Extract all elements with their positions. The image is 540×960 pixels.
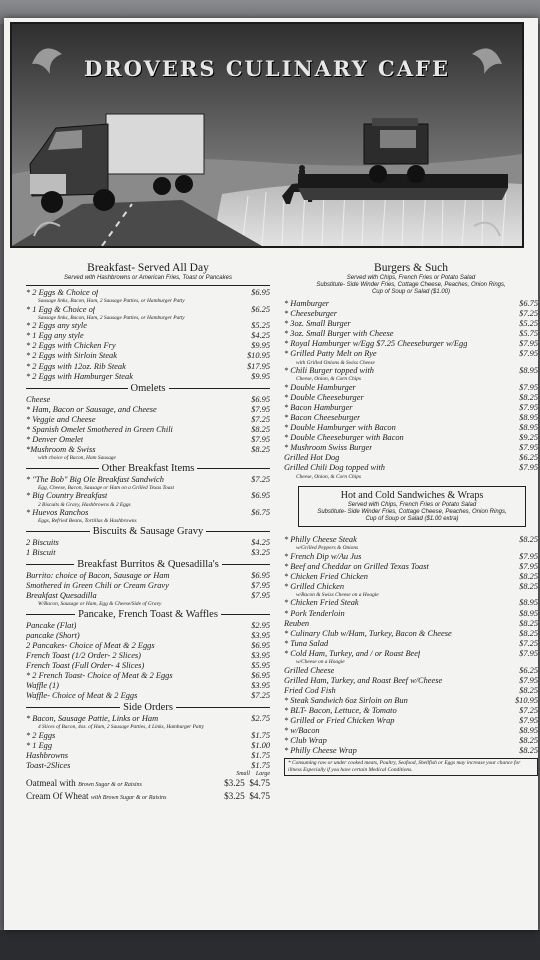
menu-item — [284, 329, 538, 339]
menu-item-name: * Double Cheeseburger with Bacon — [284, 433, 404, 443]
menu-item-price: $10.95 — [246, 351, 270, 361]
biscuits-heading: Biscuits & Sausage Gravy — [26, 525, 270, 538]
menu-item-name: * Royal Hamburger w/Egg $7.25 Cheeseburger w/Egg — [284, 339, 468, 349]
menu-item-price: $6.95 — [251, 288, 270, 297]
menu-item-price: $7.95 — [519, 349, 538, 359]
pancakes-list — [26, 621, 270, 702]
menu-item-name: * w/Bacon — [284, 726, 320, 736]
menu-item-price: $8.25 — [519, 581, 538, 591]
menu-item — [284, 393, 538, 403]
menu-item-price: $2.75 — [251, 714, 270, 724]
menu-item-price: $8.95 — [519, 726, 538, 736]
menu-item — [26, 591, 270, 601]
menu-item-price: $8.95 — [519, 412, 538, 422]
menu-item-name: * 1 Egg & Choice of — [26, 304, 96, 314]
menu-item — [284, 716, 538, 726]
menu-item-price: $8.25 — [251, 445, 270, 455]
menu-item-price: $9.95 — [251, 371, 270, 381]
menu-item-name: * Philly Cheese Steak — [284, 535, 357, 544]
menu-item — [26, 651, 270, 661]
menu-item — [26, 372, 270, 382]
menu-item-price: $7.25 — [251, 414, 270, 424]
menu-item-price: $3.95 — [251, 650, 270, 660]
menu-item — [284, 423, 538, 433]
menu-item-price: $8.25 — [519, 571, 538, 581]
menu-item — [26, 671, 270, 681]
menu-item — [284, 552, 538, 562]
burgers-subtitle-3: Cup of Soup or Salad ($1.00) — [371, 289, 451, 295]
menu-item-name: Toast-2Slices — [26, 761, 71, 771]
menu-item-price: $6.25 — [519, 453, 538, 463]
menu-item-name: * Huevos Ranchos — [26, 508, 89, 517]
menu-item — [284, 535, 538, 545]
menu-item-name: * "The Bob" Big Ole Breakfast Sandwich — [26, 474, 164, 484]
menu-item-name: * Ham, Bacon or Sausage, and Cheese — [26, 404, 157, 414]
cereal-item — [26, 778, 270, 791]
menu-item-price: $8.25 — [251, 425, 270, 435]
menu-item — [284, 676, 538, 686]
breakfast-list — [26, 288, 270, 382]
menu-item-price: $8.95 — [519, 366, 538, 376]
menu-item-price: $6.95 — [251, 570, 270, 580]
menu-item-name: * Denver Omelet — [26, 435, 84, 445]
cereal-item — [26, 791, 270, 804]
menu-item-name: * Cold Ham, Turkey, and / or Roast Beef — [284, 648, 421, 658]
breakfast-subtitle: Served with Hashbrowns or American Fries, Toast or Pancakes — [64, 275, 232, 281]
menu-item — [26, 305, 270, 315]
menu-item — [284, 366, 538, 376]
menu-item-name: * Double Cheeseburger — [284, 392, 364, 402]
menu-item — [284, 463, 538, 473]
menu-item — [284, 619, 538, 629]
menu-item-price: $7.95 — [251, 435, 270, 445]
menu-item-price: $5.75 — [519, 329, 538, 339]
sandwiches-subtitle-1: Served with Chips, French Fries or Potato Salad — [347, 502, 477, 508]
menu-item — [284, 413, 538, 423]
menu-item-name: * Grilled Chicken — [284, 581, 345, 591]
menu-item-name: * 1 Egg — [26, 741, 53, 750]
menu-item — [284, 309, 538, 319]
item-description: Sausage links, Bacon, Ham, 2 Sausage Patties, or Hamburger Patty — [38, 314, 185, 321]
breakfast-title: Breakfast- Served All Day — [87, 262, 209, 274]
menu-item — [26, 288, 270, 298]
sandwiches-title: Hot and Cold Sandwiches & Wraps — [340, 490, 484, 501]
menu-item-price: $17.95 — [246, 361, 270, 371]
menu-item-name: * French Dip w/Au Jus — [284, 551, 362, 561]
menu-item — [26, 571, 270, 581]
menu-item-name: Pancake (Flat) — [26, 620, 77, 630]
menu-item-price: $1.75 — [251, 751, 270, 761]
menu-item-name: 2 Pancakes- Choice of Meat & 2 Eggs — [26, 640, 155, 650]
menu-item — [26, 341, 270, 351]
menu-item-name: Reuben — [284, 618, 310, 628]
item-description: with choice of Bacon, Ham Sausage — [38, 455, 116, 462]
menu-item — [284, 349, 538, 359]
menu-item — [284, 572, 538, 582]
menu-item — [284, 403, 538, 413]
other-breakfast-heading: Other Breakfast Items — [26, 462, 270, 475]
item-description: 2 Biscuits & Gravy, Hashbrowns & 2 Eggs — [38, 501, 131, 508]
menu-item — [284, 666, 538, 676]
menu-item-price: $5.95 — [251, 660, 270, 670]
cereal-small-price: $3.25 — [224, 791, 245, 802]
menu-item — [284, 639, 538, 649]
cereal-list — [26, 778, 270, 804]
pancakes-heading: Pancake, French Toast & Waffles — [26, 608, 270, 621]
menu-item — [284, 299, 538, 309]
menu-item — [284, 433, 538, 443]
menu-item — [26, 741, 270, 751]
omelets-heading: Omelets — [26, 382, 270, 395]
menu-item-name: * BLT- Bacon, Lettuce, & Tomato — [284, 705, 397, 715]
menu-item-price: $9.95 — [251, 341, 270, 351]
menu-item-price: $7.95 — [519, 561, 538, 571]
menu-item-name: * Chili Burger topped with — [284, 366, 374, 376]
burgers-list — [284, 299, 538, 480]
menu-item-name: 1 Biscuit — [26, 547, 56, 557]
menu-item-name: Fried Cod Fish — [284, 685, 336, 695]
other-breakfast-list — [26, 475, 270, 525]
menu-item-price: $4.25 — [251, 331, 270, 341]
menu-item-price: $1.75 — [251, 761, 270, 771]
menu-item-name: * Bacon Hamburger — [284, 402, 353, 412]
menu-banner — [10, 22, 524, 248]
menu-item-name: * Steak Sandwich 6oz Sirloin on Bun — [284, 695, 408, 705]
sandwiches-subtitle-3: Cup of Soup or Salad ($1.00 extra) — [365, 516, 459, 522]
menu-item-price: $6.95 — [251, 394, 270, 404]
menu-item — [284, 339, 538, 349]
menu-item — [284, 649, 538, 659]
menu-item-price: $6.75 — [519, 299, 538, 308]
menu-item-price: $7.25 — [251, 691, 270, 701]
menu-item — [26, 395, 270, 405]
menu-item — [284, 598, 538, 608]
sandwiches-list — [284, 535, 538, 756]
menu-item-name: * Spanish Omelet Smothered in Green Chili — [26, 425, 173, 435]
menu-item-price: $3.95 — [251, 630, 270, 640]
menu-item-price: $7.25 — [519, 705, 538, 715]
menu-item-name: * 2 Eggs with 12oz. Rib Steak — [26, 361, 126, 371]
burritos-heading: Breakfast Burritos & Quesadilla's — [26, 558, 270, 571]
menu-item-price: $10.95 — [514, 695, 538, 705]
menu-item-name: Cheese — [26, 394, 51, 404]
menu-item — [26, 362, 270, 372]
menu-item — [284, 609, 538, 619]
menu-item-name: * Grilled Patty Melt on Rye — [284, 349, 377, 359]
menu-item-price: $3.95 — [251, 681, 270, 691]
menu-item-name: * Beef and Cheddar on Grilled Texas Toast — [284, 561, 429, 571]
menu-item-name: pancake (Short) — [26, 630, 80, 640]
item-description: Cheese, Onion, & Corn Chips — [296, 473, 361, 480]
menu-item-price: $5.25 — [251, 321, 270, 331]
size-header — [26, 771, 270, 778]
menu-item-name: * 3oz. Small Burger — [284, 319, 351, 329]
burritos-list — [26, 571, 270, 608]
menu-item-price: $8.25 — [519, 736, 538, 746]
menu-item-price: $7.95 — [251, 590, 270, 600]
item-description: w/Cheese on a Hoagie — [296, 659, 345, 666]
menu-item-name: Grilled Hot Dog — [284, 453, 340, 463]
menu-item — [26, 538, 270, 548]
menu-item — [26, 475, 270, 485]
menu-item-price: $8.25 — [519, 535, 538, 544]
biscuits-list — [26, 538, 270, 558]
burgers-subtitle-1: Served with Chips, French Fries or Potato Salad — [346, 275, 476, 281]
menu-item — [26, 714, 270, 724]
menu-item-price: $6.95 — [251, 640, 270, 650]
menu-item — [26, 331, 270, 341]
menu-item-name: * Veggie and Cheese — [26, 414, 96, 424]
menu-item — [284, 696, 538, 706]
table-surface-bottom — [0, 930, 540, 960]
menu-item — [26, 581, 270, 591]
menu-item-price: $2.95 — [251, 620, 270, 630]
menu-item-name: * Club Wrap — [284, 736, 327, 746]
menu-item-price: $7.95 — [519, 339, 538, 349]
menu-item-name: * 2 Eggs with Chicken Fry — [26, 341, 116, 351]
menu-item-name: * Double Hamburger with Bacon — [284, 423, 396, 433]
menu-item-price: $8.95 — [519, 598, 538, 608]
food-safety-warning: * Consuming raw or under cooked meats, Poultry, Seafood, Shellfish or Eggs may increase your chance for illness Especially if you have certain Medical Conditions. — [284, 758, 538, 775]
menu-item-price: $7.95 — [519, 675, 538, 685]
menu-item-price: $7.25 — [519, 638, 538, 648]
menu-item-price: $3.25 — [251, 547, 270, 557]
menu-item-price: $7.95 — [251, 580, 270, 590]
menu-item-price: $5.25 — [519, 319, 538, 329]
omelets-list — [26, 395, 270, 462]
menu-item-price: $7.95 — [519, 551, 538, 561]
cereal-large-price: $4.75 — [249, 791, 270, 802]
menu-item-name: Waffle (1) — [26, 681, 59, 691]
size-small-label: Small — [236, 771, 250, 778]
menu-item-price: $8.25 — [519, 746, 538, 756]
menu-item — [26, 351, 270, 361]
menu-item-name: * Mushroom Swiss Burger — [284, 443, 373, 453]
sandwiches-subtitle-2: Substitute- Side Winder Fries, Cottage Cheese, Peaches, Onion Rings, — [317, 509, 507, 515]
item-description: Egg, Cheese, Bacon, Sausage or Ham on a Grilled Texas Toast — [38, 484, 175, 491]
menu-item-price: $7.95 — [519, 648, 538, 658]
menu-item-name: Smothered in Green Chili or Cream Gravy — [26, 580, 169, 590]
item-description: Eggs, Refried Beans, Tortillas & Hashbrowns — [38, 518, 137, 525]
menu-item — [26, 445, 270, 455]
item-description: with Grilled Onions & Swiss Cheese — [296, 359, 375, 366]
menu-item — [26, 631, 270, 641]
item-description: w/Bacon & Swiss Cheese on a Hoagie — [296, 591, 379, 598]
menu-item-name: * 2 Eggs — [26, 730, 56, 740]
menu-item — [284, 383, 538, 393]
burgers-title: Burgers & Such — [374, 262, 448, 274]
menu-item-price: $6.25 — [251, 304, 270, 314]
menu-item-name: French Toast (Full Order- 4 Slices) — [26, 660, 145, 670]
menu-item-name: Waffle- Choice of Meat & 2 Eggs — [26, 691, 138, 701]
menu-item-name: * Pork Tenderloin — [284, 608, 345, 618]
menu-item — [284, 736, 538, 746]
menu-item-name: Grilled Cheese — [284, 665, 335, 675]
menu-item-price: $7.95 — [519, 716, 538, 725]
menu-item-name: * Chicken Fried Steak — [284, 598, 359, 608]
menu-item — [26, 405, 270, 415]
menu-item — [26, 491, 270, 501]
menu-item-price: $8.95 — [519, 608, 538, 618]
menu-item-price: $9.25 — [519, 433, 538, 443]
menu-item — [26, 691, 270, 701]
menu-item-name: Grilled Chili Dog topped with — [284, 463, 385, 473]
menu-item-price: $6.95 — [251, 491, 270, 501]
menu-item — [26, 415, 270, 425]
menu-item-price: $7.25 — [251, 474, 270, 484]
menu-item — [26, 661, 270, 671]
item-description: W/Bacon, Sausage or Ham, Egg & Cheese/Side of Gravy — [38, 601, 162, 608]
menu-item-price: $8.95 — [519, 423, 538, 433]
menu-item-name: * 2 Eggs with Sirloin Steak — [26, 351, 117, 361]
menu-item-name: 2 Biscuits — [26, 537, 59, 547]
menu-item — [284, 319, 538, 329]
menu-item-name: * 2 French Toast- Choice of Meat & 2 Eggs — [26, 671, 173, 681]
menu-item-name: * 2 Eggs with Hamburger Steak — [26, 371, 133, 381]
menu-item — [26, 548, 270, 558]
menu-item-price: $7.25 — [519, 309, 538, 319]
right-menu-column — [284, 262, 538, 776]
cereal-description: Brown Sugar & or Raisins — [78, 782, 142, 789]
burgers-subtitle-2: Substitute- Side Winder Fries, Cottage Cheese, Peaches, Onion Rings, — [316, 282, 506, 288]
menu-item — [284, 746, 538, 756]
menu-item-price: $6.95 — [251, 671, 270, 681]
menu-item-price: $8.25 — [519, 392, 538, 402]
menu-item-name: * Grilled or Fried Chicken Wrap — [284, 716, 395, 725]
cereal-name: Oatmeal with — [26, 778, 76, 789]
menu-item-price: $6.75 — [251, 508, 270, 517]
menu-item-name: * Chicken Fried Chicken — [284, 571, 368, 581]
menu-item — [26, 641, 270, 651]
menu-item-price: $7.95 — [519, 402, 538, 412]
size-large-label: Large — [255, 771, 270, 778]
menu-item — [284, 706, 538, 716]
menu-item — [26, 435, 270, 445]
menu-item-price: $4.25 — [251, 537, 270, 547]
menu-item — [284, 453, 538, 463]
menu-item-name: * Tuna Salad — [284, 638, 329, 648]
menu-item-name: * Hamburger — [284, 299, 330, 308]
left-menu-column — [26, 262, 270, 804]
menu-item-price: $8.25 — [519, 628, 538, 638]
menu-item — [26, 751, 270, 761]
menu-item — [284, 686, 538, 696]
menu-item-name: * Bacon Cheeseburger — [284, 412, 361, 422]
menu-item-name: * 3oz. Small Burger with Cheese — [284, 329, 394, 339]
menu-item-price: $7.95 — [251, 404, 270, 414]
cereal-small-price: $3.25 — [224, 778, 245, 789]
menu-item — [284, 443, 538, 453]
menu-item-price: $8.25 — [519, 618, 538, 628]
menu-item — [284, 562, 538, 572]
menu-item-name: *Mushroom & Swiss — [26, 445, 96, 455]
menu-item-name: * Philly Cheese Wrap — [284, 746, 357, 756]
breakfast-divider — [26, 285, 270, 286]
item-description: w/Grilled Peppers & Onions — [296, 545, 359, 552]
menu-item — [26, 425, 270, 435]
menu-item-name: * Bacon, Sausage Pattie, Links or Ham — [26, 714, 159, 724]
menu-item-price: $7.95 — [519, 382, 538, 392]
menu-item-name: * Big Country Breakfast — [26, 491, 108, 501]
sandwiches-title-box — [298, 486, 526, 527]
menu-item — [284, 629, 538, 639]
menu-item-name: French Toast (1/2 Order- 2 Slices) — [26, 650, 141, 660]
menu-item — [26, 508, 270, 518]
menu-item-name: Breakfast Quesadilla — [26, 590, 97, 600]
menu-item — [26, 681, 270, 691]
menu-item — [26, 761, 270, 771]
item-description: Cheese, Onion, & Corn Chips — [296, 376, 361, 383]
menu-item — [26, 321, 270, 331]
restaurant-name: DROVERS CULINARY CAFE — [84, 56, 450, 81]
menu-item-name: Hashbrowns — [26, 751, 69, 761]
menu-item — [26, 621, 270, 631]
menu-item — [284, 726, 538, 736]
item-description: 4 Slices of Bacon, 4oz. of Ham, 2 Sausage Patties, 4 Links, Hamburger Patty — [38, 724, 204, 731]
menu-item — [284, 582, 538, 592]
menu-item-name: * Double Hamburger — [284, 382, 356, 392]
cereal-name: Cream Of Wheat — [26, 791, 89, 802]
menu-item-name: Burrito: choice of Bacon, Sausage or Ham — [26, 570, 170, 580]
menu-item-name: * Cheeseburger — [284, 309, 337, 319]
item-description: Sausage links, Bacon, Ham, 2 Sausage Patties, or Hamburger Patty — [38, 298, 185, 305]
menu-item-name: * Culinary Club w/Ham, Turkey, Bacon & Cheese — [284, 628, 452, 638]
cereal-large-price: $4.75 — [249, 778, 270, 789]
menu-item-price: $7.95 — [519, 463, 538, 473]
menu-item-name: * 2 Eggs any style — [26, 321, 87, 331]
menu-item-name: Grilled Ham, Turkey, and Roast Beef w/Cheese — [284, 675, 443, 685]
menu-item-price: $1.00 — [251, 741, 270, 750]
menu-item-price: $1.75 — [251, 730, 270, 740]
sides-list — [26, 714, 270, 771]
menu-item — [26, 731, 270, 741]
cereal-description: with Brown Sugar & or Raisins — [90, 795, 167, 802]
sides-heading: Side Orders — [26, 701, 270, 714]
menu-item-price: $7.95 — [519, 443, 538, 453]
menu-item-price: $6.25 — [519, 665, 538, 675]
menu-item-price: $8.25 — [519, 685, 538, 695]
menu-item-name: * 1 Egg any style — [26, 331, 84, 341]
menu-item-name: * 2 Eggs & Choice of — [26, 288, 99, 297]
